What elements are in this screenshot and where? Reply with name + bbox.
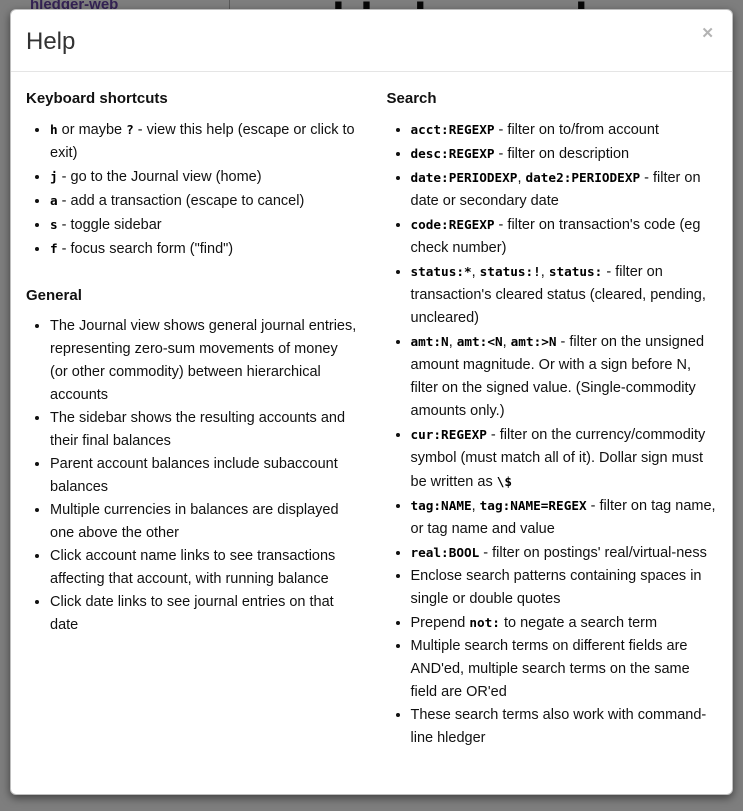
help-text: - filter on date or secondary date (410, 170, 701, 209)
help-list-item (411, 142, 718, 166)
help-text: , (502, 334, 511, 350)
help-list (26, 118, 357, 261)
help-column-left (11, 90, 372, 637)
help-text: - go to the Journal view (home) (57, 169, 262, 185)
section-heading: Keyboard shortcuts (26, 90, 168, 107)
help-list-item (50, 407, 357, 453)
code-term: \$ (496, 474, 513, 489)
help-text: Click account name links to see transactions affecting that account, with running balance (50, 548, 336, 587)
help-list-item (50, 189, 357, 213)
help-text: or maybe (57, 122, 127, 138)
code-term: desc:REGEXP (410, 146, 495, 161)
code-term: date2:PERIODEXP (525, 170, 641, 185)
help-list-item (50, 213, 357, 237)
help-list-item (411, 635, 718, 704)
help-text: Parent account balances include subaccount balances (50, 456, 338, 495)
help-text: - filter on transaction's code (eg check number) (410, 217, 701, 256)
help-text: Multiple currencies in balances are displayed one above the other (50, 502, 339, 541)
code-term: a (50, 193, 58, 208)
code-term: status:* (410, 264, 472, 279)
modal-body (11, 72, 732, 780)
help-text: - filter on description (494, 146, 630, 162)
code-term: code:REGEXP (410, 217, 495, 232)
help-list-item (411, 166, 718, 213)
help-text: , (540, 264, 549, 280)
code-term: amt:<N (456, 334, 503, 349)
code-term: real:BOOL (410, 545, 480, 560)
help-text: , (448, 334, 457, 350)
code-term: j (50, 169, 58, 184)
help-text: These search terms also work with command-line hledger (410, 707, 707, 746)
help-modal (10, 9, 733, 795)
help-text: - focus search form ("find") (57, 241, 234, 257)
help-list-item (50, 545, 357, 591)
help-list-item (411, 118, 718, 142)
help-text: , (517, 170, 526, 186)
help-text: , (471, 264, 480, 280)
help-text: - filter on to/from account (494, 122, 659, 138)
help-list-item (50, 118, 357, 165)
section-heading: General (26, 287, 82, 304)
modal-header (11, 10, 732, 72)
help-column-right (372, 90, 733, 750)
help-list-item (50, 453, 357, 499)
close-icon[interactable]: ✕ (701, 25, 714, 42)
help-list-item (411, 330, 718, 423)
help-list-item (50, 237, 357, 261)
help-text: to negate a search term (499, 615, 658, 631)
help-text: , (471, 498, 480, 514)
help-section (387, 90, 718, 750)
help-text: - add a transaction (escape to cancel) (57, 193, 305, 209)
section-heading: Search (386, 90, 437, 107)
help-text: - filter on the unsigned amount magnitude. Or with a sign before N, filter on the signed value. (Single-commodity amounts only.) (410, 334, 705, 419)
code-term: not: (469, 615, 500, 630)
help-list-item (411, 541, 718, 565)
code-term: h (50, 122, 58, 137)
help-text: - filter on transaction's cleared status (cleared, pending, uncleared) (410, 264, 706, 326)
code-term: acct:REGEXP (410, 122, 495, 137)
help-list-item (50, 165, 357, 189)
help-text: - toggle sidebar (57, 217, 162, 233)
help-text: Prepend (410, 615, 470, 631)
help-list (387, 118, 718, 750)
help-list-item (50, 499, 357, 545)
help-list-item (411, 704, 718, 750)
help-list-item (411, 565, 718, 611)
code-term: date:PERIODEXP (410, 170, 518, 185)
help-text: Multiple search terms on different fields are AND'ed, multiple search terms on the same field are OR'ed (410, 638, 690, 700)
code-term: status:! (479, 264, 541, 279)
help-section (26, 287, 357, 637)
help-list-item (411, 494, 718, 541)
modal-title: Help (26, 28, 76, 55)
help-section (26, 90, 357, 261)
help-list-item (50, 315, 357, 407)
help-text: The sidebar shows the resulting accounts and their final balances (50, 410, 346, 449)
code-term: tag:NAME (410, 498, 472, 513)
help-text: Enclose search patterns containing spaces in single or double quotes (410, 568, 702, 607)
code-term: status: (548, 264, 603, 279)
help-text: Click date links to see journal entries on that date (50, 594, 334, 633)
help-list-item (411, 611, 718, 635)
code-term: cur:REGEXP (410, 427, 487, 442)
code-term: amt:N (410, 334, 449, 349)
code-term: s (50, 217, 58, 232)
help-list-item (50, 591, 357, 637)
help-list-item (411, 423, 718, 494)
help-list (26, 315, 357, 637)
help-text: - filter on tag name, or tag name and value (410, 498, 716, 537)
help-text: The Journal view shows general journal entries, representing zero-sum movements of money (or other commodity) between hierarchical accounts (50, 318, 357, 403)
code-term: f (50, 241, 58, 256)
code-term: tag:NAME=REGEX (479, 498, 587, 513)
help-list-item (411, 213, 718, 260)
code-term: amt:>N (510, 334, 557, 349)
help-text: - filter on the currency/commodity symbol (must match all of it). Dollar sign must be written as (410, 427, 706, 490)
help-text: - view this help (escape or click to exit) (50, 122, 355, 161)
help-list-item (411, 260, 718, 330)
code-term: ? (126, 122, 134, 137)
help-text: - filter on postings' real/virtual-ness (479, 545, 707, 561)
